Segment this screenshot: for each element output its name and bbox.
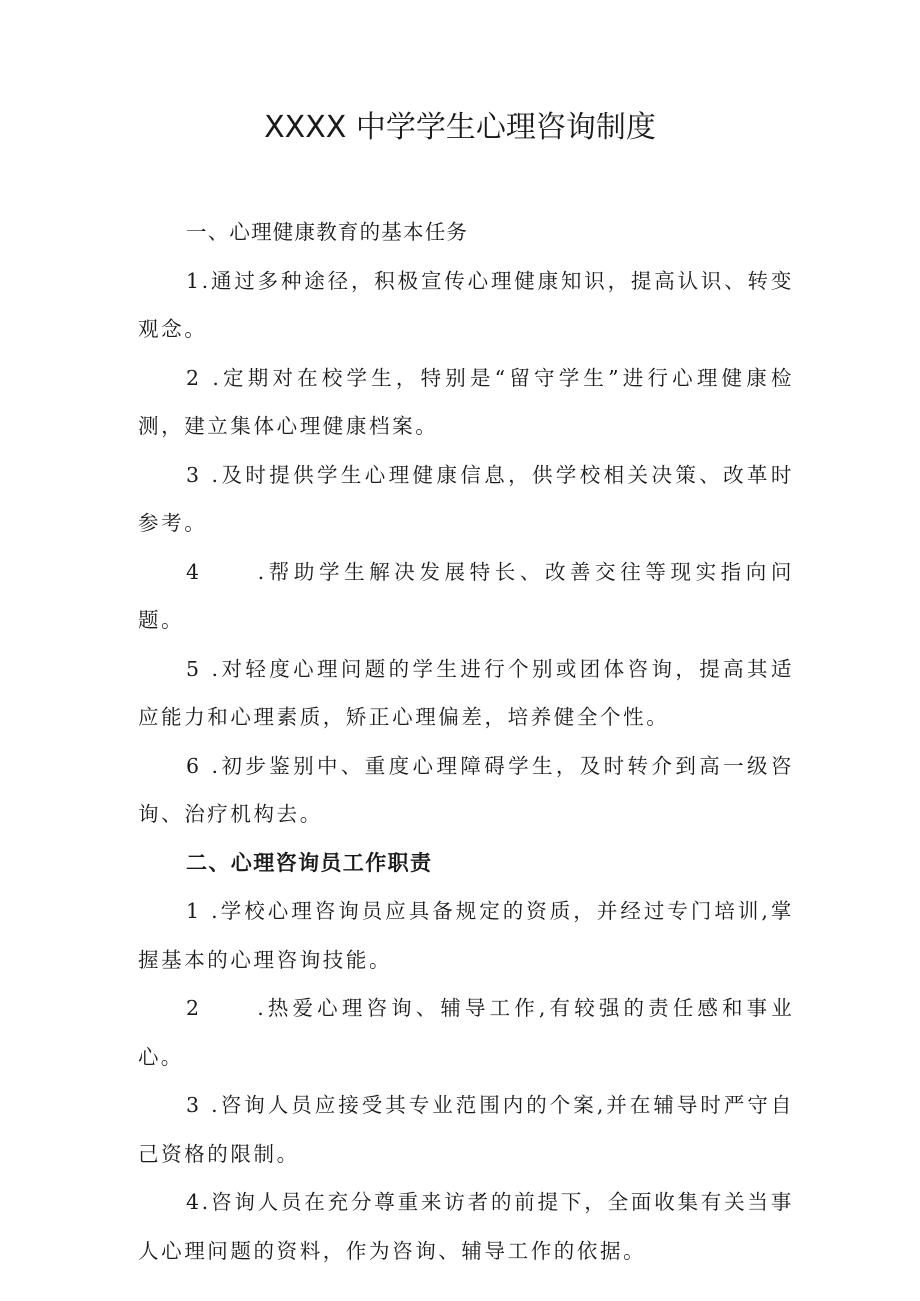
- section-2-item-2-text: .热爱心理咨询、辅导工作,有较强的责任感和事业心。: [138, 996, 794, 1069]
- section-1-item-1: 1.通过多种途径，积极宣传心理健康知识，提高认识、转变观念。: [138, 268, 794, 341]
- section-2-item-3: 3 .咨询人员应接受其专业范围内的个案,并在辅导时严守自己资格的限制。: [138, 1093, 794, 1166]
- section-1-item-3: 3 .及时提供学生心理健康信息，供学校相关决策、改革时参考。: [138, 462, 794, 535]
- section-1-item-4-text: .帮助学生解决发展特长、改善交往等现实指向问题。: [138, 559, 794, 632]
- section-1-item-4-number: 4: [186, 559, 202, 584]
- section-1-item-6: 6 .初步鉴别中、重度心理障碍学生，及时转介到高一级咨询、治疗机构去。: [138, 753, 794, 826]
- section-2-item-2: [138, 984, 794, 1081]
- section-2-item-2-number: 2: [186, 996, 202, 1020]
- document-body: [138, 208, 794, 1275]
- section-1-heading: 一、心理健康教育的基本任务: [186, 220, 469, 244]
- section-1-item-2: 2 .定期对在校学生，特别是“留守学生”进行心理健康检测，建立集体心理健康档案。: [138, 365, 794, 438]
- section-1-item-4: [138, 548, 794, 645]
- document-title: XXXX 中学学生心理咨询制度: [264, 110, 656, 145]
- section-2-item-1: 1 .学校心理咨询员应具备规定的资质，并经过专门培训,掌握基本的心理咨询技能。: [138, 899, 794, 972]
- section-2-item-4: 4.咨询人员在充分尊重来访者的前提下，全面收集有关当事人心理问题的资料，作为咨询、辅导工作的依据。: [138, 1190, 794, 1263]
- section-1-item-5: 5 .对轻度心理问题的学生进行个别或团体咨询，提高其适应能力和心理素质，矫正心理偏差，培养健全个性。: [138, 656, 794, 729]
- section-2-heading: 二、心理咨询员工作职责: [186, 850, 433, 875]
